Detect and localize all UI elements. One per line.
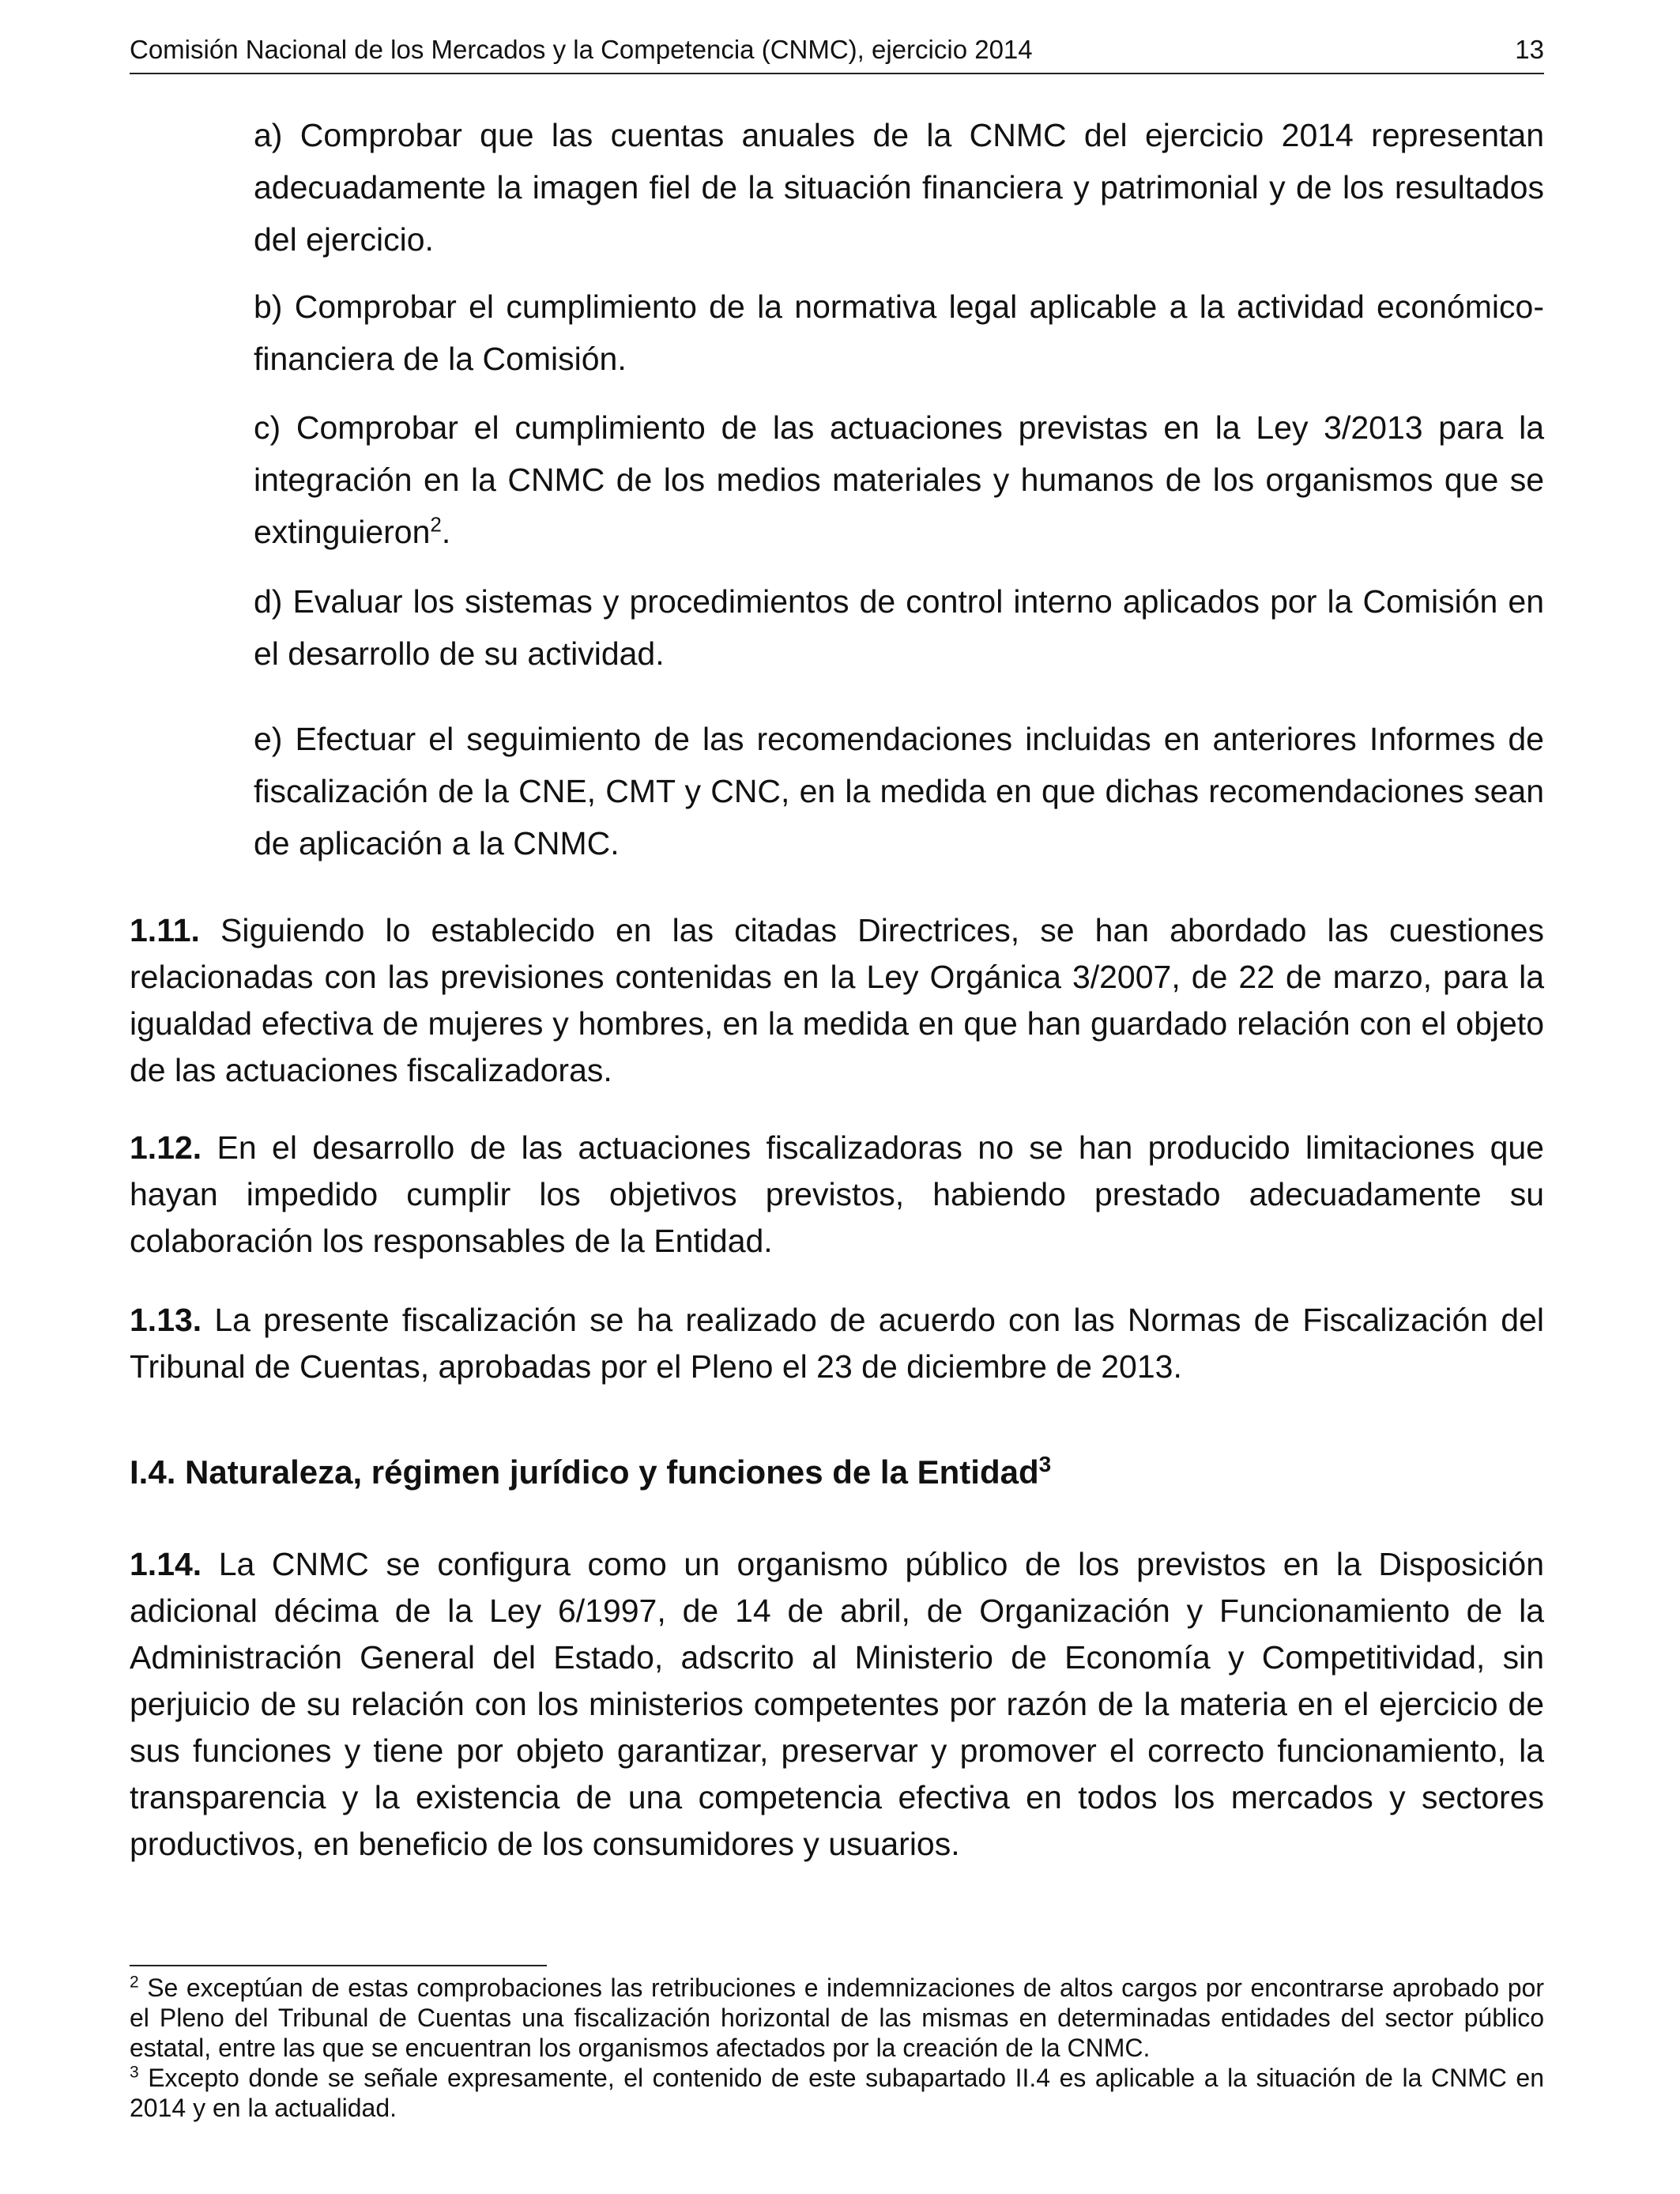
paragraph-number: 1.12. xyxy=(130,1129,202,1166)
objective-text-end: . xyxy=(441,514,451,550)
paragraph-text: En el desarrollo de las actuaciones fiscalizadoras no se han producido limitaciones que hayan impedido cumplir los objetivos previstos, habiendo prestado adecuadamente su colaboración los responsables de la Entidad. xyxy=(130,1129,1544,1259)
objective-text: d) Evaluar los sistemas y procedimientos de control interno aplicados por la Comisión en el desarrollo de su actividad. xyxy=(254,583,1544,672)
running-header xyxy=(130,32,1544,74)
footnote-3 xyxy=(130,2063,1544,2123)
objective-item-a xyxy=(254,109,1544,266)
objective-text: e) Efectuar el seguimiento de las recomendaciones incluidas en anteriores Informes de fiscalización de la CNE, CMT y CNC, en la medida en que dichas recomendaciones sean de aplicación a la CNMC. xyxy=(254,721,1544,861)
footnote-mark: 2 xyxy=(130,1973,139,1992)
objective-text: a) Comprobar que las cuentas anuales de la CNMC del ejercicio 2014 representan adecuadamente la imagen fiel de la situación financiera y patrimonial y de los resultados del ejercicio. xyxy=(254,117,1544,258)
paragraph-text: La presente fiscalización se ha realizado de acuerdo con las Normas de Fiscalización del Tribunal de Cuentas, aprobadas por el Pleno el 23 de diciembre de 2013. xyxy=(130,1302,1544,1385)
footnote-ref: 2 xyxy=(430,512,442,537)
section-heading xyxy=(130,1446,1544,1498)
section-heading-text: I.4. Naturaleza, régimen jurídico y funciones de la Entidad xyxy=(130,1453,1039,1491)
objective-text xyxy=(254,401,1544,558)
footnotes xyxy=(130,1973,1544,2123)
paragraph-number: 1.11. xyxy=(130,912,200,948)
footnote-text: Se exceptúan de estas comprobaciones las retribuciones e indemnizaciones de altos cargos por encontrarse aprobado por el Pleno del Tribunal de Cuentas una fiscalización horizontal de las mismas en determinadas entidades del sector público estatal, entre las que se encuentran los organismos afectados por la creación de la CNMC. xyxy=(130,1973,1544,2062)
objective-text: b) Comprobar el cumplimiento de la normativa legal aplicable a la actividad económico-financiera de la Comisión. xyxy=(254,288,1544,377)
objective-item-e xyxy=(254,713,1544,869)
objective-item-b xyxy=(254,281,1544,385)
footnote-mark: 3 xyxy=(130,2063,139,2082)
paragraph-number: 1.13. xyxy=(130,1302,202,1338)
objective-item-d xyxy=(254,575,1544,680)
page-number: 13 xyxy=(1515,35,1544,64)
footnote-2 xyxy=(130,1973,1544,2063)
footnote-ref: 3 xyxy=(1038,1452,1052,1476)
paragraph-1-12 xyxy=(130,1125,1544,1265)
footnote-separator xyxy=(130,1965,547,1966)
paragraph-1-14 xyxy=(130,1541,1544,1868)
paragraph-text: La CNMC se configura como un organismo público de los previstos en la Disposición adicional décima de la Ley 6/1997, de 14 de abril, de Organización y Funcionamiento de la Administración General del Estado, adscrito al Ministerio de Economía y Competitividad, sin perjuicio de su relación con los ministerios competentes por razón de la materia en el ejercicio de sus funciones y tiene por objeto garantizar, preservar y promover el correcto funcionamiento, la transparencia y la existencia de una competencia efectiva en todos los mercados y sectores productivos, en beneficio de los consumidores y usuarios. xyxy=(130,1546,1544,1862)
footnote-text: Excepto donde se señale expresamente, el contenido de este subapartado II.4 es aplicable a la situación de la CNMC en 2014 y en la actualidad. xyxy=(130,2064,1544,2122)
header-title: Comisión Nacional de los Mercados y la Competencia (CNMC), ejercicio 2014 xyxy=(130,35,1033,64)
paragraph-1-13 xyxy=(130,1297,1544,1390)
paragraph-text: Siguiendo lo establecido en las citadas Directrices, se han abordado las cuestiones relacionadas con las previsiones contenidas en la Ley Orgánica 3/2007, de 22 de marzo, para la igualdad efectiva de mujeres y hombres, en la medida en que han guardado relación con el objeto de las actuaciones fiscalizadoras. xyxy=(130,912,1544,1088)
objective-text-body: c) Comprobar el cumplimiento de las actuaciones previstas en la Ley 3/2013 para la integración en la CNMC de los medios materiales y humanos de los organismos que se extinguieron xyxy=(254,409,1544,550)
objective-item-c xyxy=(254,401,1544,558)
paragraph-number: 1.14. xyxy=(130,1546,202,1582)
paragraph-1-11 xyxy=(130,907,1544,1094)
